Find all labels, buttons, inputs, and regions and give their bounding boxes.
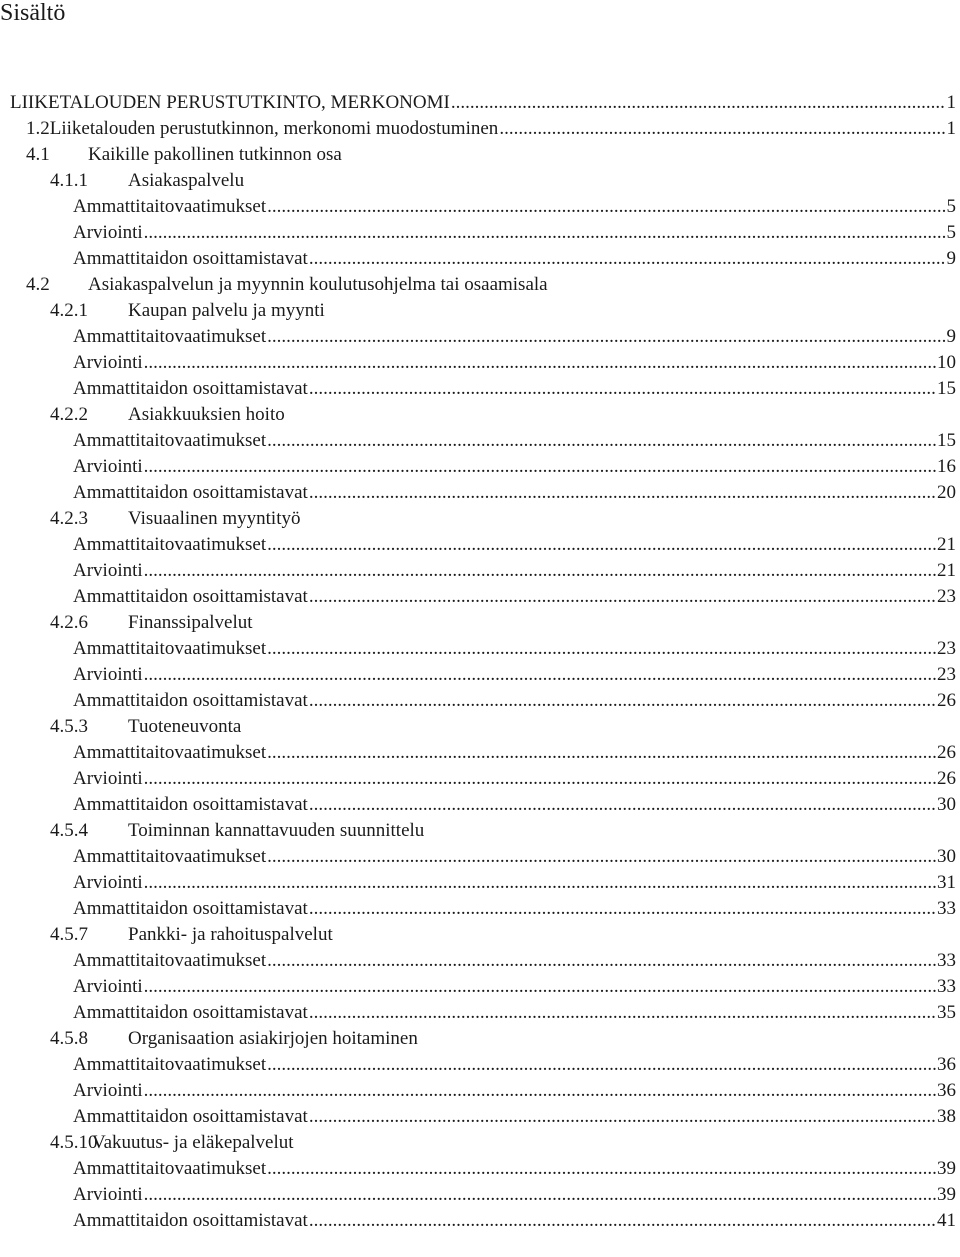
toc-entry[interactable] [0, 324, 960, 350]
toc-entry[interactable] [0, 558, 960, 584]
dot-leader [144, 870, 936, 896]
toc-entry-title: Ammattitaitovaatimukset [73, 534, 267, 555]
toc-entry[interactable] [0, 1208, 960, 1234]
toc-entry-title: Kaikille pakollinen tutkinnon osa [88, 144, 342, 165]
toc-entry[interactable] [0, 688, 960, 714]
toc-entry-page-number: 23 [937, 664, 956, 685]
dot-leader [144, 454, 936, 480]
toc-entry-number: 4.1.1 [50, 170, 88, 191]
toc-entry[interactable] [0, 350, 960, 376]
toc-entry[interactable] [0, 142, 960, 168]
toc-entry-title: Ammattitaidon osoittamistavat [73, 690, 308, 711]
toc-entry[interactable] [0, 766, 960, 792]
toc-entry-page-number: 20 [937, 482, 956, 503]
toc-entry[interactable] [0, 740, 960, 766]
toc-entry-title: Ammattitaidon osoittamistavat [73, 482, 308, 503]
toc-entry[interactable] [0, 1000, 960, 1026]
toc-entry-page-number: 35 [937, 1002, 956, 1023]
dot-leader [144, 1182, 936, 1208]
toc-entry-title: Asiakaspalvelu [128, 170, 245, 191]
toc-entry-number: 1.2 [26, 118, 50, 139]
toc-entry-number: 4.2.1 [50, 300, 88, 321]
dot-leader [267, 844, 936, 870]
toc-entry-title: Arviointi [73, 976, 143, 997]
toc-entry-title: Arviointi [73, 768, 143, 789]
toc-entry-page-number: 31 [937, 872, 956, 893]
toc-entry-title: Arviointi [73, 222, 143, 243]
toc-entry[interactable] [0, 1130, 960, 1156]
toc-entry-title: LIIKETALOUDEN PERUSTUTKINTO, MERKONOMI [10, 92, 450, 113]
toc-entry-page-number: 15 [937, 430, 956, 451]
toc-entry-title: Ammattitaitovaatimukset [73, 1054, 267, 1075]
toc-entry[interactable] [0, 454, 960, 480]
toc-entry-page-number: 26 [937, 690, 956, 711]
toc-entry-title: Ammattitaitovaatimukset [73, 950, 267, 971]
toc-entry[interactable] [0, 1156, 960, 1182]
toc-entry-title: Ammattitaidon osoittamistavat [73, 1002, 308, 1023]
toc-entry-page-number: 39 [937, 1184, 956, 1205]
toc-entry[interactable] [0, 506, 960, 532]
toc-entry-number: 4.2.3 [50, 508, 88, 529]
toc-entry-page-number: 39 [937, 1158, 956, 1179]
toc-entry-page-number: 33 [937, 898, 956, 919]
dot-leader [451, 90, 946, 116]
dot-leader [267, 1156, 936, 1182]
toc-entry-page-number: 1 [946, 118, 956, 139]
toc-entry-page-number: 26 [937, 742, 956, 763]
toc-entry[interactable] [0, 1052, 960, 1078]
toc-entry-page-number: 23 [937, 586, 956, 607]
toc-entry-page-number: 36 [937, 1080, 956, 1101]
toc-entry-page-number: 16 [937, 456, 956, 477]
dot-leader [144, 662, 936, 688]
toc-entry-title: Ammattitaidon osoittamistavat [73, 898, 308, 919]
toc-entry[interactable] [0, 662, 960, 688]
toc-entry[interactable] [0, 402, 960, 428]
toc-entry-page-number: 9 [946, 326, 956, 347]
toc-entry-title: Ammattitaitovaatimukset [73, 638, 267, 659]
toc-entry-number: 4.5.10 [50, 1132, 98, 1153]
toc-entry[interactable] [0, 1026, 960, 1052]
dot-leader [267, 740, 936, 766]
dot-leader [309, 246, 946, 272]
toc-entry[interactable] [0, 246, 960, 272]
toc-entry[interactable] [0, 636, 960, 662]
toc-entry-title: Organisaation asiakirjojen hoitaminen [128, 1028, 418, 1049]
toc-entry[interactable] [0, 584, 960, 610]
toc-entry-title: Kaupan palvelu ja myynti [128, 300, 325, 321]
toc-entry-title: Arviointi [73, 456, 143, 477]
toc-entry-title: Ammattitaidon osoittamistavat [73, 586, 308, 607]
toc-entry-number: 4.2.6 [50, 612, 88, 633]
toc-entry-title: Ammattitaitovaatimukset [73, 326, 267, 347]
toc-entry[interactable] [0, 1104, 960, 1130]
toc-entry-page-number: 10 [937, 352, 956, 373]
toc-entry-number: 4.5.3 [50, 716, 88, 737]
dot-leader [144, 558, 936, 584]
toc-entry-title: Ammattitaidon osoittamistavat [73, 794, 308, 815]
toc-entry[interactable] [0, 948, 960, 974]
toc-entry-page-number: 21 [937, 560, 956, 581]
dot-leader [309, 480, 936, 506]
toc-entry-title: Ammattitaidon osoittamistavat [73, 378, 308, 399]
dot-leader [144, 766, 936, 792]
table-of-contents [0, 90, 960, 1234]
toc-entry-title: Arviointi [73, 1184, 143, 1205]
toc-entry-title: Ammattitaidon osoittamistavat [73, 1106, 308, 1127]
toc-entry-page-number: 15 [937, 378, 956, 399]
toc-entry-title: Arviointi [73, 664, 143, 685]
toc-entry[interactable] [0, 428, 960, 454]
toc-entry[interactable] [0, 974, 960, 1000]
toc-entry-page-number: 23 [937, 638, 956, 659]
toc-entry[interactable] [0, 220, 960, 246]
toc-entry-page-number: 5 [946, 222, 956, 243]
toc-entry-number: 4.2.2 [50, 404, 88, 425]
dot-leader [144, 350, 936, 376]
toc-entry-title: Visuaalinen myyntityö [128, 508, 301, 529]
toc-entry[interactable] [0, 376, 960, 402]
toc-entry-number: 4.5.4 [50, 820, 88, 841]
toc-entry[interactable] [0, 818, 960, 844]
toc-entry-page-number: 9 [946, 248, 956, 269]
dot-leader [267, 194, 945, 220]
dot-leader [309, 1104, 936, 1130]
toc-entry[interactable] [0, 896, 960, 922]
toc-entry[interactable] [0, 298, 960, 324]
dot-leader [144, 220, 946, 246]
dot-leader [267, 1052, 936, 1078]
dot-leader [309, 584, 936, 610]
toc-entry[interactable] [0, 844, 960, 870]
dot-leader [309, 1208, 936, 1234]
dot-leader [309, 376, 936, 402]
toc-entry-title: Ammattitaitovaatimukset [73, 742, 267, 763]
toc-entry-page-number: 36 [937, 1054, 956, 1075]
toc-entry-number: 4.2 [26, 274, 50, 295]
toc-entry-title: Pankki- ja rahoituspalvelut [128, 924, 333, 945]
dot-leader [309, 896, 936, 922]
toc-entry[interactable] [0, 480, 960, 506]
toc-entry-title: Ammattitaitovaatimukset [73, 430, 267, 451]
toc-entry-title: Vakuutus- ja eläkepalvelut [92, 1132, 294, 1153]
toc-entry-title: Asiakkuuksien hoito [128, 404, 285, 425]
toc-entry[interactable] [0, 272, 960, 298]
toc-entry[interactable] [0, 610, 960, 636]
toc-entry-page-number: 33 [937, 976, 956, 997]
toc-entry-page-number: 33 [937, 950, 956, 971]
dot-leader [267, 636, 936, 662]
toc-entry-number: 4.5.7 [50, 924, 88, 945]
dot-leader [309, 792, 936, 818]
toc-entry-page-number: 38 [937, 1106, 956, 1127]
dot-leader [267, 948, 936, 974]
toc-entry[interactable] [0, 1078, 960, 1104]
toc-entry-title: Liiketalouden perustutkinnon, merkonomi muodostuminen [49, 118, 499, 139]
dot-leader [144, 1078, 936, 1104]
toc-entry[interactable] [0, 532, 960, 558]
toc-entry-number: 4.1 [26, 144, 50, 165]
toc-entry-title: Arviointi [73, 352, 143, 373]
dot-leader [267, 428, 936, 454]
toc-entry-title: Finanssipalvelut [128, 612, 253, 633]
toc-entry-page-number: 26 [937, 768, 956, 789]
toc-entry[interactable] [0, 714, 960, 740]
toc-entry-title: Arviointi [73, 1080, 143, 1101]
dot-leader [499, 116, 945, 142]
dot-leader [309, 688, 936, 714]
toc-entry[interactable] [0, 1182, 960, 1208]
toc-entry-title: Ammattitaidon osoittamistavat [73, 1210, 308, 1231]
toc-entry-title: Ammattitaitovaatimukset [73, 1158, 267, 1179]
toc-entry-title: Toiminnan kannattavuuden suunnittelu [128, 820, 425, 841]
toc-entry[interactable] [0, 168, 960, 194]
toc-entry-page-number: 41 [937, 1210, 956, 1231]
toc-entry-title: Ammattitaitovaatimukset [73, 846, 267, 867]
dot-leader [267, 324, 945, 350]
dot-leader [309, 1000, 936, 1026]
toc-entry-page-number: 1 [946, 92, 956, 113]
toc-entry-page-number: 30 [937, 794, 956, 815]
toc-entry-page-number: 21 [937, 534, 956, 555]
toc-entry-title: Asiakaspalvelun ja myynnin koulutusohjelma tai osaamisala [88, 274, 548, 295]
toc-entry-title: Tuoteneuvonta [128, 716, 242, 737]
dot-leader [144, 974, 936, 1000]
toc-entry-page-number: 5 [946, 196, 956, 217]
toc-entry[interactable] [0, 90, 960, 116]
toc-entry[interactable] [0, 116, 960, 142]
toc-entry-page-number: 30 [937, 846, 956, 867]
toc-entry[interactable] [0, 194, 960, 220]
toc-entry[interactable] [0, 922, 960, 948]
dot-leader [267, 532, 936, 558]
page-title: Sisältö [0, 0, 66, 26]
toc-entry-title: Arviointi [73, 872, 143, 893]
toc-entry-title: Ammattitaidon osoittamistavat [73, 248, 308, 269]
toc-entry-title: Ammattitaitovaatimukset [73, 196, 267, 217]
toc-entry-title: Arviointi [73, 560, 143, 581]
toc-entry[interactable] [0, 792, 960, 818]
toc-entry[interactable] [0, 870, 960, 896]
toc-entry-number: 4.5.8 [50, 1028, 88, 1049]
